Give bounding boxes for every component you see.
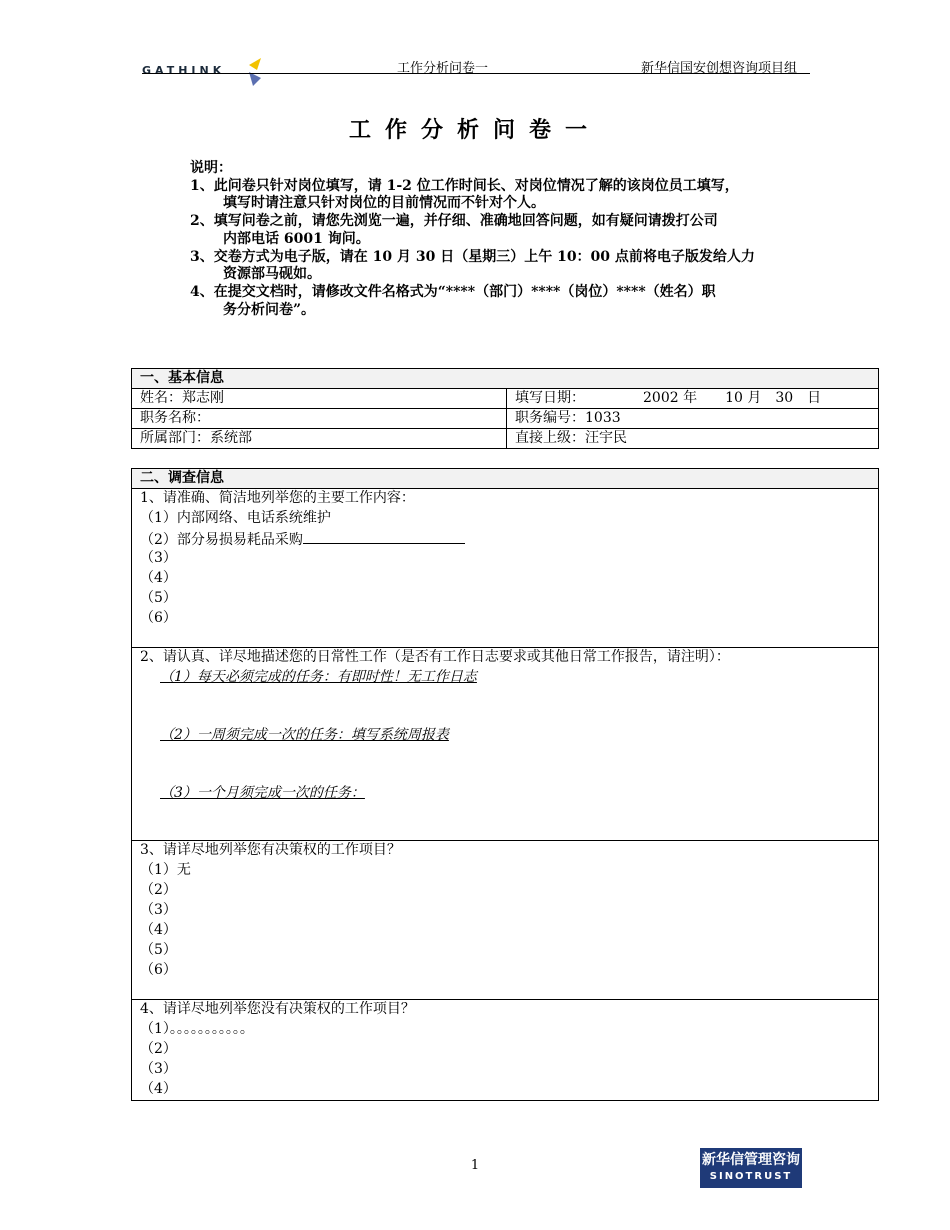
blank-underline [303,529,465,544]
instruction-text: 4、在提交文档时，请修改文件名格式为“****（部门）****（岗位）****（姓名）职 [190,283,716,300]
instruction-continuation: 填写时请注意只针对岗位的目前情况而不针对个人。 [223,195,545,212]
instruction-continuation: 资源部马砚如。 [223,266,321,283]
question-3-text: 3、请详尽地列举您有决策权的工作项目？ [140,842,401,858]
brand-cn: 新华信管理咨询 [702,1152,800,1168]
instruction-item [190,213,830,248]
basic-info-table [131,368,879,449]
question-4-text: 4、请详尽地列举您没有决策权的工作项目？ [140,1001,415,1017]
answer-line: （1）内部网络、电话系统维护 [140,510,331,526]
answer-line: （3） [140,550,177,566]
question-1-text: 1、请准确、简洁地列举您的主要工作内容： [140,490,415,506]
brand-en: SINOTRUST [709,1171,793,1182]
gathink-logo: GATHINK [142,64,226,77]
job-number-field: 职务编号：1033 [507,409,879,429]
answer-line: （6） [140,610,177,626]
instruction-text: 1、此问卷只针对岗位填写，请 1-2 位工作时间长、对岗位情况了解的该岗位员工填写， [190,177,739,194]
page-title: 工作分析问卷一 [348,117,601,143]
instruction-item [190,284,830,319]
answer-line: （4） [140,1081,177,1097]
instruction-continuation: 务分析问卷”。 [223,301,316,318]
survey-heading: 二、调查信息 [132,469,879,489]
instruction-text: 2、填写问卷之前，请您先浏览一遍，并仔细、准确地回答问题，如有疑问请拨打公司 [190,213,718,230]
instructions [190,160,830,319]
name-field: 姓名：郑志刚 [132,389,507,409]
header-doc-title: 工作分析问卷一 [397,61,489,76]
instructions-heading: 说明： [190,160,232,176]
supervisor-field: 直接上级：汪宇民 [507,429,879,449]
survey-table [131,468,879,1101]
question-2-text: 2、请认真、详尽地描述您的日常性工作（是否有工作日志要求或其他日常工作报告，请注明）： [140,649,730,665]
answer-line: （2） [140,882,177,898]
fill-date-value: 2002 年 10 月 30 日 [643,390,822,406]
answer-line: （4） [140,570,177,586]
page-number: 1 [470,1158,480,1173]
answer-line [140,529,870,549]
question-1-cell [132,489,879,648]
answer-line: （5） [140,590,177,606]
job-title-field: 职务名称： [132,409,507,429]
answer-line: （1）每天必须完成的任务：有即时性！无工作日志 [160,669,477,685]
answer-text: （2）部分易损易耗品采购 [140,532,303,548]
answer-line: （6） [140,962,177,978]
answer-line: （2）一周须完成一次的任务：填写系统周报表 [160,727,449,743]
sinotrust-logo [700,1148,802,1188]
department-field: 所属部门：系统部 [132,429,507,449]
answer-line: （3）一个月须完成一次的任务： [160,785,365,801]
logo-arrow-icon [249,58,263,86]
question-3-cell [132,841,879,1000]
header-project-group: 新华信国安创想咨询项目组 [641,61,798,76]
instruction-continuation: 内部电话 6001 询问。 [223,230,370,247]
question-4-cell [132,1000,879,1101]
answer-line: （5） [140,942,177,958]
answer-line: （3） [140,902,177,918]
answer-line: （2） [140,1041,177,1057]
basic-info-heading: 一、基本信息 [132,369,879,389]
question-2-cell [132,648,879,841]
instruction-item [190,178,830,213]
instruction-text: 3、交卷方式为电子版，请在 10 月 30 日（星期三）上午 10：00 点前将电子版发给人力 [190,248,755,265]
answer-line: （3） [140,1061,177,1077]
instruction-item [190,249,830,284]
answer-line: （1）。。。。。。。。。。。 [140,1021,254,1037]
fill-date-label: 填写日期： [515,390,585,406]
answer-line: （1）无 [140,862,191,878]
fill-date-field [507,389,879,409]
answer-line: （4） [140,922,177,938]
